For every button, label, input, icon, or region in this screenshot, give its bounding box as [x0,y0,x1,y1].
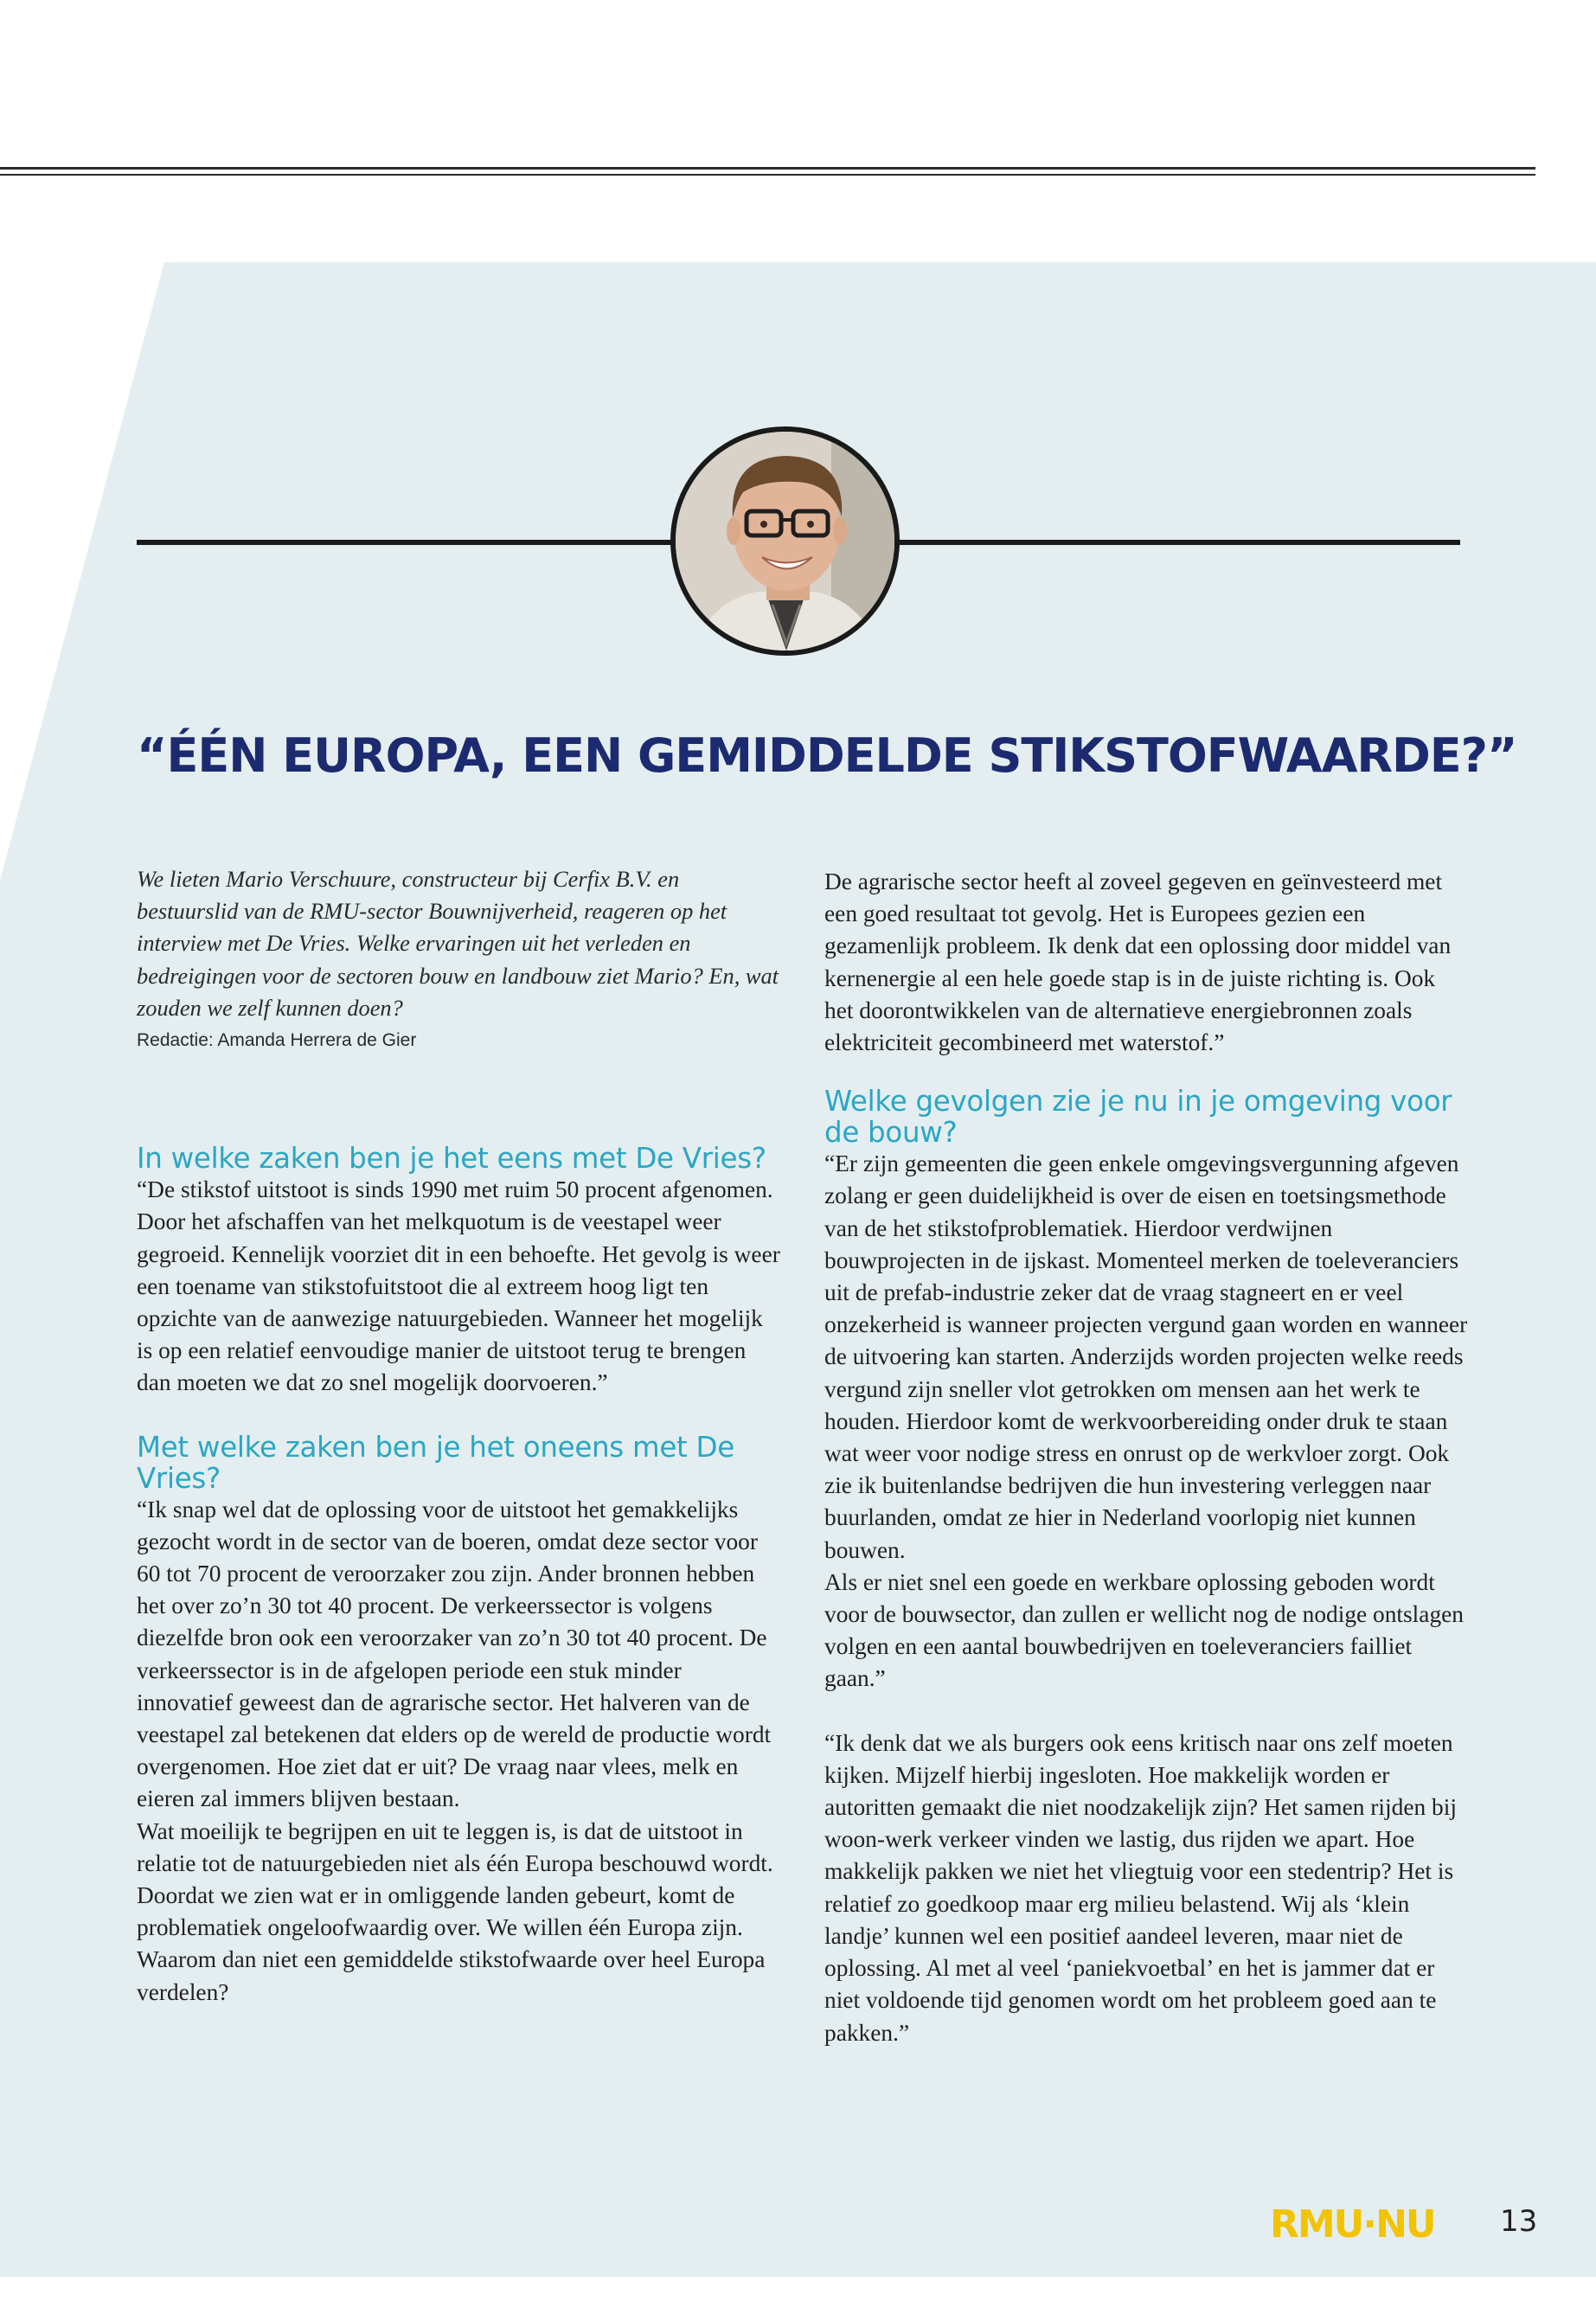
rmu-nu-logo-text: RMU·NU [1270,2202,1435,2242]
question-agree: In welke zaken ben je het eens met De Vries? [137,1142,766,1176]
portrait-illustration [676,432,894,651]
rmu-nu-logo [1270,2202,1439,2247]
article-headline: “ÉÉN EUROPA, EEN GEMIDDELDE STIKSTOFWAARDE?” [137,728,1517,783]
editor-credit: Redactie: Amanda Herrera de Gier [137,1030,417,1051]
answer-consequences-paragraph-3: “Ik denk dat we als burgers ook eens kritisch naar ons zelf moeten kijken. Mijzelf hierbij ingesloten. Hoe makkelijk worden er autoritten gemaakt die niet noodzakelijk zijn? Het samen rijden bij woon-werk verkeer vinden we lastig, dus rijden we apart. Hoe makkelijk pakken we niet het vliegtuig voor een stedentrip? Het is relatief zo goedkoop maar erg milieu belastend. Wij als ‘klein landje’ kunnen wel een positief aandeel leveren, maar niet de oplossing. Al met al veel ‘paniekvoetbal’ en het is jammer dat er niet voldoende tijd genomen wordt om het probleem goed aan te pakken.” [824,1729,1457,2046]
portrait-photo [670,426,900,656]
answer-consequences-paragraph-1: “Er zijn gemeenten die geen enkele omgevingsvergunning afgeven zolang er geen duidelijkheid is over de eisen en toetsingsmethode van de het stikstofproblematiek. Hierdoor verdwijnen bouwprojecten in de ijskast. Momenteel merken de toeleveranciers uit de prefab-industrie zeker dat de vraag stagneert en er veel onzekerheid is wanneer projecten vergund gaan worden en wanneer de uitvoering kan starten. Anderzijds worden projecten welke reeds vergund zijn sneller vlot getrokken om mensen aan het werk te houden. Hierdoor komt de werkvoorbereiding onder druk te staan wat weer voor nodige stress en onrust op de werkvloer zorgt. Ook zie ik buitenlandse bedrijven die hun investering verleggen naar buurlanden, omdat ze hier in Nederland voorlopig niet kunnen bouwen. [824,1150,1468,1563]
header-rule-top [0,167,1535,170]
header-rule-bottom [0,174,1535,176]
answer-disagree-paragraph-1: “Ik snap wel dat de oplossing voor de uitstoot het gemakkelijks gezocht wordt in de sector van de boeren, omdat deze sector voor 60 tot 70 procent de veroorzaker zou zijn. Ander bronnen hebben het over zo’n 30 tot 40 procent. De verkeerssector is volgens diezelfde bron ook een veroorzaker van zo’n 30 tot 40 procent. De verkeerssector is in de afgelopen periode een stuk minder innovatief geweest dan de agrarische sector. Het halveren van de veestapel zal betekenen dat elders op de wereld de productie wordt overgenomen. Hoe ziet dat er uit? De vraag naar vlees, melk en eieren zal immers blijven bestaan. [137,1496,772,1812]
page-number: 13 [1500,2204,1538,2239]
answer-consequences-paragraph-2: Als er niet snel een goede en werkbare oplossing geboden wordt voor de bouwsector, dan zullen er wellicht nog de nodige ontslagen volgen en een aantal bouwbedrijven en toeleveranciers failliet gaan.” [824,1568,1464,1692]
rmu-nu-logo-mark [1270,2202,1439,2242]
left-column [137,863,781,2009]
question-consequences: Welke gevolgen zie je nu in je omgeving voor de bouw? [824,1085,1452,1150]
answer-disagree-continued: De agrarische sector heeft al zoveel gegeven en geïnvesteerd met een goed resultaat tot gevolg. Het is Europees gezien een gezamenlijk probleem. Ik denk dat een oplossing door middel van kernenergie al een hele goede stap is in de juiste richting is. Ook het doorontwikkelen van de alternatieve energiebronnen zoals elektriciteit gecombineerd met waterstof.” [824,868,1452,1056]
portrait-line-right [897,540,1460,545]
right-column [824,866,1469,2049]
answer-disagree-paragraph-2: Wat moeilijk te begrijpen en uit te leggen is, is dat de uitstoot in relatie tot de natuurgebieden niet als één Europa beschouwd wordt. Doordat we zien wat er in omliggende landen gebeurt, komt de problematiek ongeloofwaardig over. We willen één Europa zijn. Waarom dan niet een gemiddelde stikstofwaarde over heel Europa verdelen? [137,1817,773,2005]
portrait-line-left [137,540,673,545]
answer-agree: “De stikstof uitstoot is sinds 1990 met ruim 50 procent afgenomen. Door het afschaffen van het melkquotum is de veestapel weer gegroeid. Kennelijk voorziet dit in een behoefte. Het gevolg is weer een toename van stikstofuitstoot die al extreem hoog ligt ten opzichte van de aanwezige natuurgebieden. Wanneer het mogelijk is op een relatief eenvoudige manier de uitstoot terug te brengen dan moeten we dat zo snel mogelijk doorvoeren.” [137,1176,780,1396]
question-disagree: Met welke zaken ben je het oneens met De Vries? [137,1430,734,1495]
intro-text: We lieten Mario Verschuure, constructeur bij Cerfix B.V. en bestuurslid van de RMU-sector Bouwnijverheid, reageren op het interview met De Vries. Welke ervaringen uit het verleden en bedreigingen voor de sectoren bouw en landbouw ziet Mario? En, wat zouden we zelf kunnen doen? [137,866,779,1021]
